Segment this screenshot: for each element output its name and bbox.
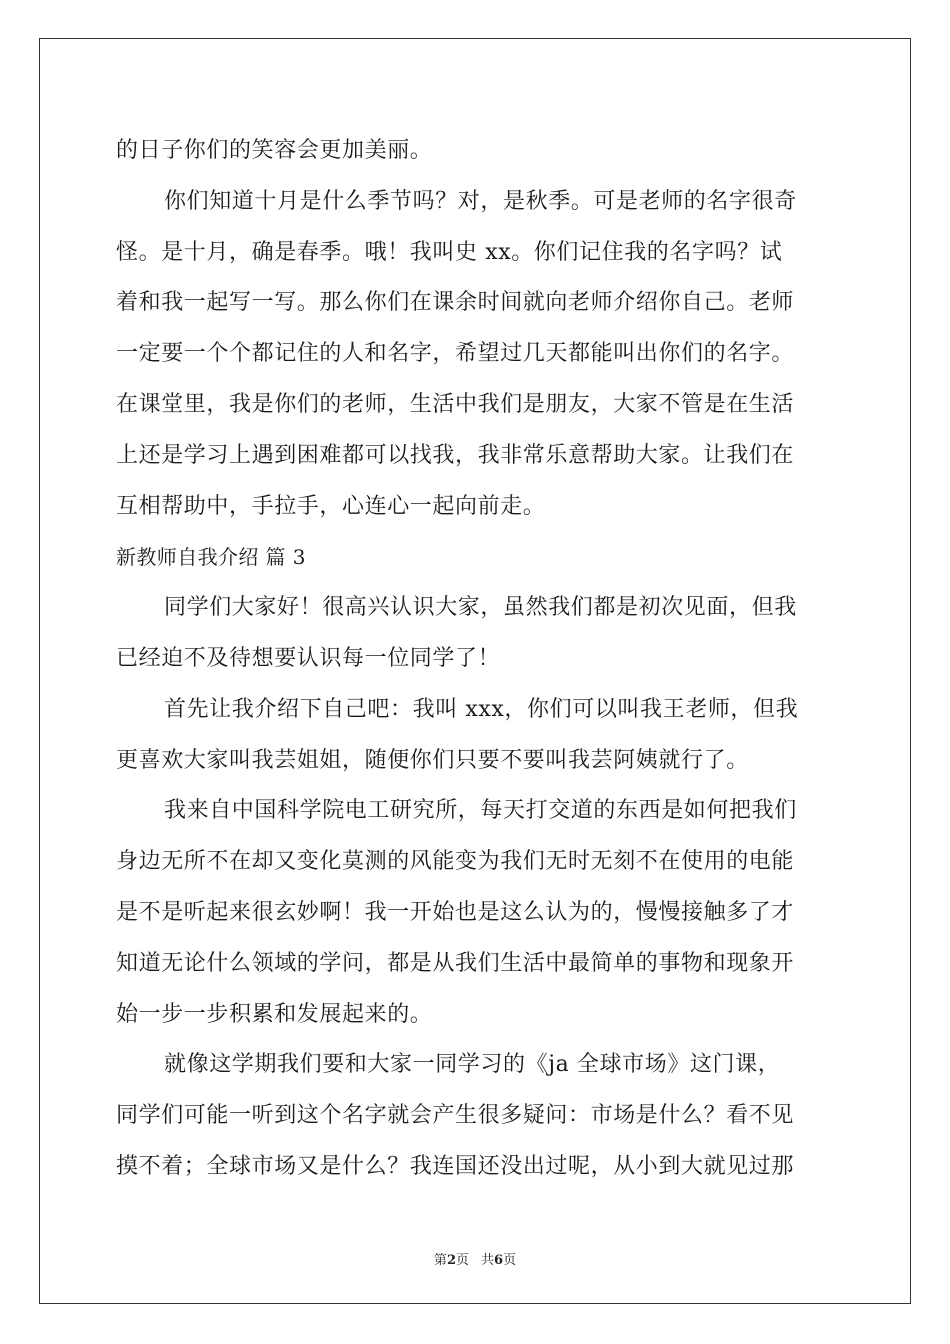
total-pages: 6	[494, 1253, 504, 1268]
text-line: 是不是听起来很玄妙啊！我一开始也是这么认为的，慢慢接触多了才	[116, 899, 795, 925]
paragraph-start-line: 同学们大家好！很高兴认识大家，虽然我们都是初次见面，但我	[164, 595, 797, 621]
section-heading: 新教师自我介绍 篇 3	[116, 545, 306, 570]
text-line: 上还是学习上遇到困难都可以找我，我非常乐意帮助大家。让我们在	[116, 442, 795, 468]
text-line: 在课堂里，我是你们的老师，生活中我们是朋友，大家不管是在生活	[116, 391, 795, 417]
page-label-suffix: 页	[455, 1253, 469, 1268]
text-line: 的日子你们的笑容会更加美丽。	[116, 138, 433, 163]
page-footer	[0, 1249, 950, 1268]
total-label-suffix: 页	[503, 1253, 517, 1268]
page-label-prefix: 第	[433, 1253, 447, 1268]
text-line: 知道无论什么领域的学问，都是从我们生活中最简单的事物和现象开	[116, 950, 795, 976]
text-line: 互相帮助中，手拉手，心连心一起向前走。	[116, 493, 546, 519]
paragraph-start-line: 首先让我介绍下自己吧：我叫 xxx，你们可以叫我王老师，但我	[164, 696, 799, 722]
text-line: 身边无所不在却又变化莫测的风能变为我们无时无刻不在使用的电能	[116, 849, 795, 875]
text-line: 同学们可能一听到这个名字就会产生很多疑问：市场是什么？看不见	[116, 1103, 795, 1129]
text-line: 更喜欢大家叫我芸姐姐，随便你们只要不要叫我芸阿姨就行了。	[116, 747, 749, 773]
text-line: 摸不着；全球市场又是什么？我连国还没出过呢，从小到大就见过那	[116, 1153, 795, 1179]
text-line: 怪。是十月，确是春季。哦！我叫史 xx。你们记住我的名字吗？试	[116, 239, 783, 265]
total-label-prefix: 共	[481, 1253, 495, 1268]
paragraph-start-line: 你们知道十月是什么季节吗？对，是秋季。可是老师的名字很奇	[164, 188, 797, 214]
text-line: 始一步一步积累和发展起来的。	[116, 1001, 433, 1027]
paragraph-start-line: 就像这学期我们要和大家一同学习的《ja 全球市场》这门课，	[164, 1052, 781, 1078]
page-number: 2	[446, 1253, 456, 1268]
text-line: 已经迫不及待想要认识每一位同学了！	[116, 645, 501, 671]
text-line: 着和我一起写一写。那么你们在课余时间就向老师介绍你自己。老师	[116, 290, 795, 316]
text-line: 一定要一个个都记住的人和名字，希望过几天都能叫出你们的名字。	[116, 341, 795, 367]
document-body	[116, 126, 836, 1193]
paragraph-start-line: 我来自中国科学院电工研究所，每天打交道的东西是如何把我们	[164, 798, 797, 824]
